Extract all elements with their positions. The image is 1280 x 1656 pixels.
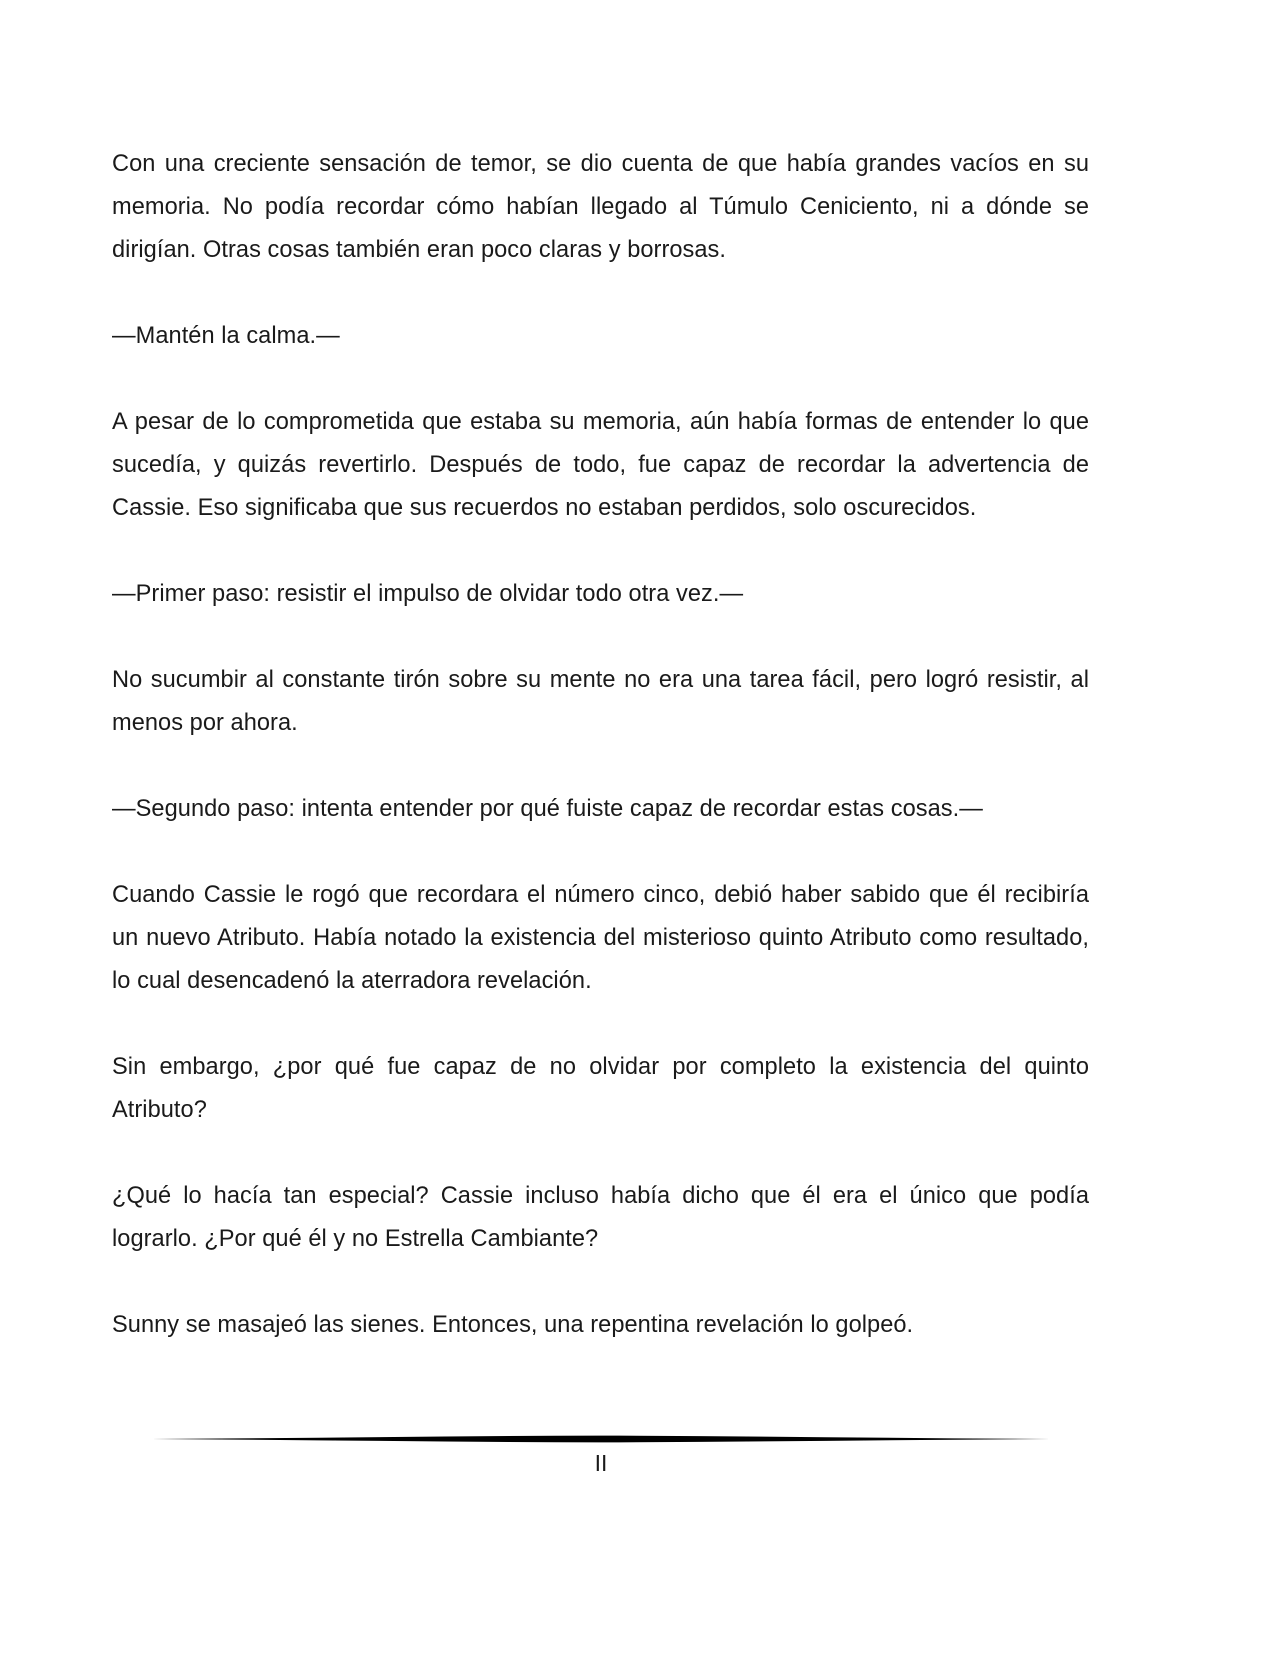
footer-divider-stroke bbox=[152, 1436, 1050, 1443]
paragraph: Cuando Cassie le rogó que recordara el número cinco, debió haber sabido que él recibiría un nuevo Atributo. Había notado la existencia del misterioso quinto Atributo como resultado, lo cual desencadenó la aterradora revelación. bbox=[112, 882, 1089, 994]
text-body bbox=[112, 143, 1089, 1347]
paragraph: A pesar de lo comprometida que estaba su memoria, aún había formas de entender lo que sucedía, y quizás revertirlo. Después de todo, fue capaz de recordar la advertencia de Cassie. Eso significaba que sus recuerdos no estaban perdidos, solo oscurecidos. bbox=[112, 409, 1089, 521]
paragraph: Con una creciente sensación de temor, se dio cuenta de que había grandes vacíos en su memoria. No podía recordar cómo habían llegado al Túmulo Ceniciento, ni a dónde se dirigían. Otras cosas también eran poco claras y borrosas. bbox=[112, 151, 1089, 263]
paragraph: ¿Qué lo hacía tan especial? Cassie incluso había dicho que él era el único que podía lograrlo. ¿Por qué él y no Estrella Cambiante? bbox=[112, 1183, 1089, 1252]
paragraph: —Primer paso: resistir el impulso de olvidar todo otra vez.— bbox=[112, 581, 744, 607]
paragraph: —Segundo paso: intenta entender por qué fuiste capaz de recordar estas cosas.— bbox=[112, 796, 983, 822]
paragraph: Sin embargo, ¿por qué fue capaz de no olvidar por completo la existencia del quinto Atributo? bbox=[112, 1054, 1089, 1123]
paragraph: No sucumbir al constante tirón sobre su mente no era una tarea fácil, pero logró resistir, al menos por ahora. bbox=[112, 667, 1089, 736]
paragraph: Sunny se masajeó las sienes. Entonces, una repentina revelación lo golpeó. bbox=[112, 1312, 914, 1338]
footer-divider bbox=[152, 1432, 1050, 1446]
page-number: II bbox=[594, 1450, 608, 1476]
paragraph: —Mantén la calma.— bbox=[112, 323, 340, 349]
